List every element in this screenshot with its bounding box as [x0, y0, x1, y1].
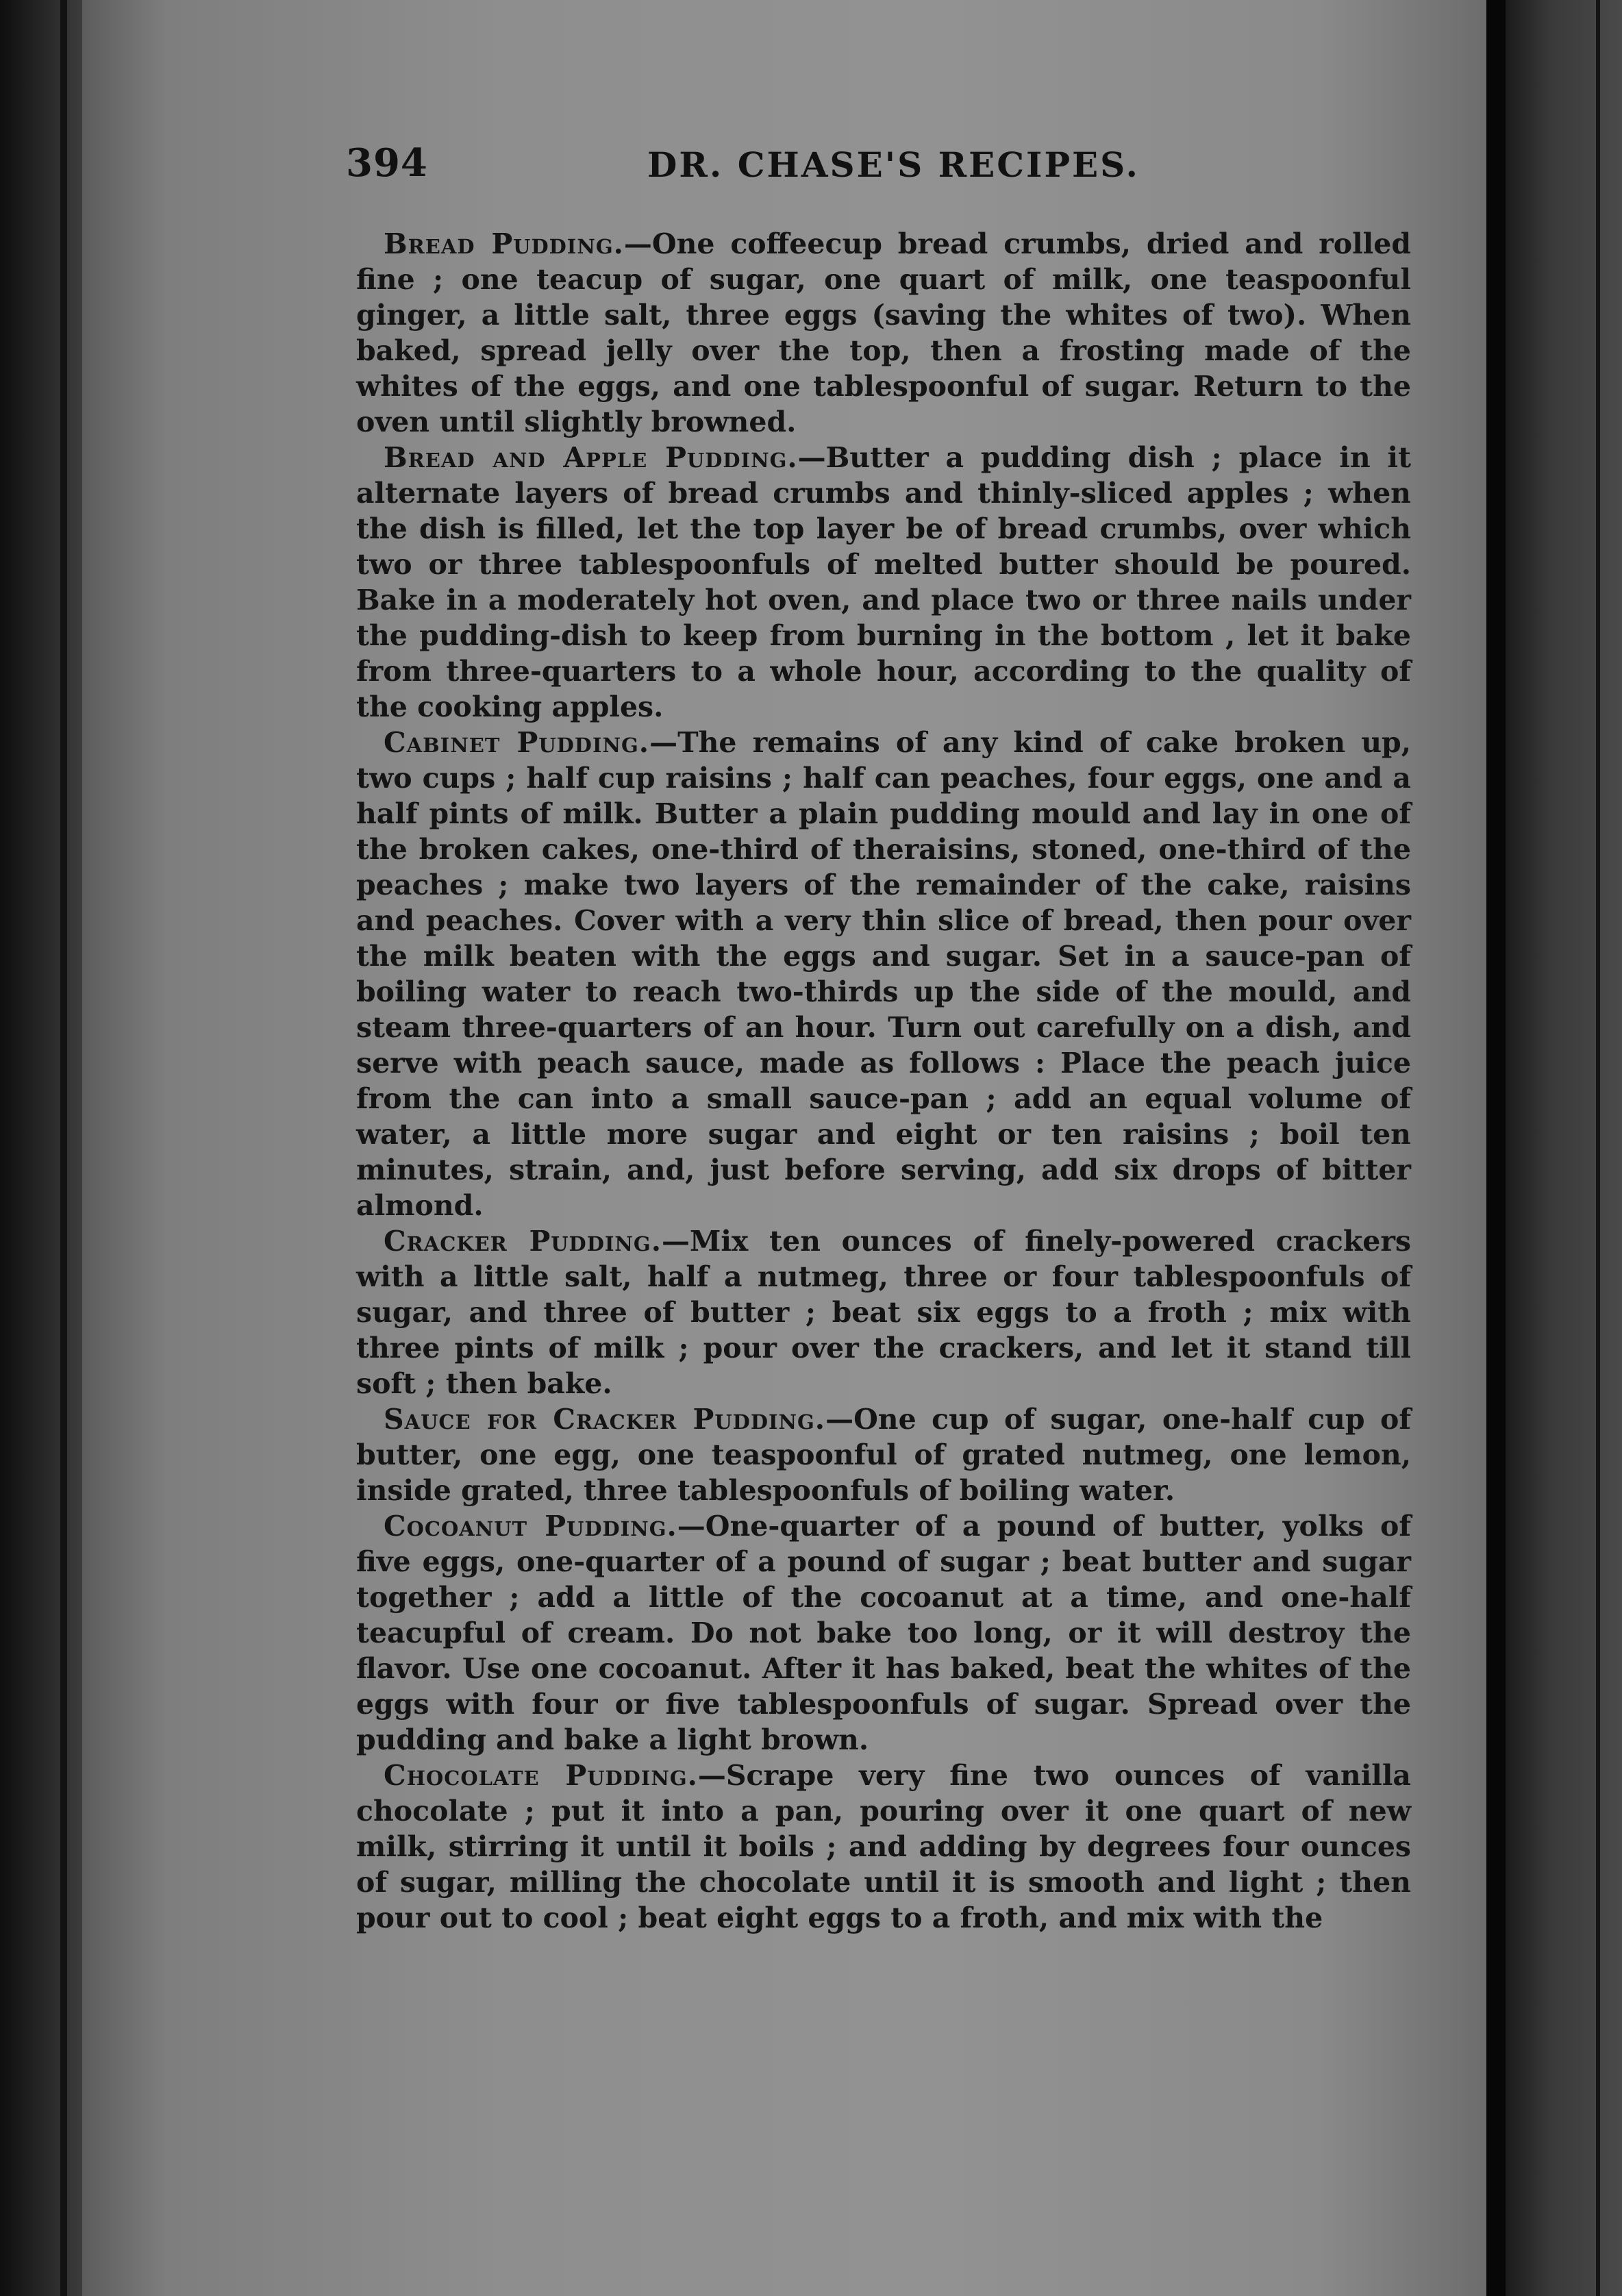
recipe-title: Bread Pudding.: [384, 227, 624, 260]
recipe-body: —Mix ten ounces of finely-powered crackers with a little salt, half a nutmeg, three or four tablespoonfuls of sugar, and three of butter ; beat six eggs to a froth ; mix with three pints of milk ; pour over the crackers, and let it stand till soft ; then bake.: [356, 1225, 1411, 1400]
recipe-title: Chocolate Pudding.: [384, 1759, 698, 1792]
recipe-bread-and-apple-pudding: [356, 440, 1411, 725]
recipe-title: Cabinet Pudding.: [384, 726, 650, 759]
recipe-title: Sauce for Cracker Pudding.: [384, 1403, 826, 1436]
running-head: DR. CHASE'S RECIPES.: [647, 145, 1140, 185]
film-right-margin: [1506, 0, 1622, 2296]
recipe-title: Cracker Pudding.: [384, 1225, 662, 1258]
film-left-border-line: [60, 0, 67, 2296]
recipe-title: Cocoanut Pudding.: [384, 1510, 677, 1543]
recipe-body: —Scrape very fine two ounces of vanilla chocolate ; put it into a pan, pouring over it one quart of new milk, stirring it until it boils ; and adding by degrees four ounces of sugar, milling the chocolate until it is smooth and light ; then pour out to cool ; beat eight eggs to a froth, and mix with the: [356, 1759, 1412, 1934]
recipe-cabinet-pudding: [356, 725, 1411, 1223]
recipe-body: —The remains of any kind of cake broken up, two cups ; half cup raisins ; half can peaches, four eggs, one and a half pints of milk. Butter a plain pudding mould and lay in one of the broken cakes, one-third of theraisins, stoned, one-third of the peaches ; make two layers of the remainder of the cake, raisins and peaches. Cover with a very thin slice of bread, then pour over the milk beaten with the eggs and sugar. Set in a sauce-pan of boiling water to reach two-thirds up the side of the mould, and steam three-quarters of an hour. Turn out carefully on a dish, and serve with peach sauce, made as follows : Place the peach juice from the can into a small sauce-pan ; add an equal volume of water, a little more sugar and eight or ten raisins ; boil ten minutes, strain, and, just before serving, add six drops of bitter almond.: [356, 726, 1411, 1222]
recipe-body: —One coffeecup bread crumbs, dried and rolled fine ; one teacup of sugar, one quart of milk, one teaspoonful ginger, a little salt, three eggs (saving the whites of two). When baked, spread jelly over the top, then a frosting made of the whites of the eggs, and one tablespoonful of sugar. Return to the oven until slightly browned.: [356, 227, 1411, 438]
recipe-text-block: [356, 226, 1411, 1936]
page-header: [346, 140, 1421, 202]
recipe-body: —One-quarter of a pound of butter, yolks of five eggs, one-quarter of a pound of sugar ; beat butter and sugar together ; add a little of the cocoanut at a time, and one-half teacupful of cream. Do not bake too long, or it will destroy the flavor. Use one cocoanut. After it has baked, beat the whites of the eggs with four or five tablespoonfuls of sugar. Spread over the pudding and bake a light brown.: [356, 1510, 1411, 1756]
recipe-sauce-for-cracker-pudding: [356, 1401, 1411, 1508]
recipe-body: —Butter a pudding dish ; place in it alternate layers of bread crumbs and thinly-sliced apples ; when the dish is filled, let the top layer be of bread crumbs, over which two or three tablespoonfuls of melted butter should be poured. Bake in a moderately hot oven, and place two or three nails under the pudding-dish to keep from burning in the bottom , let it bake from three-quarters to a whole hour, according to the quality of the cooking apples.: [356, 441, 1412, 723]
recipe-cracker-pudding: [356, 1223, 1411, 1401]
film-right-border-line: [1596, 0, 1600, 2296]
book-spine-edge: [1486, 0, 1506, 2296]
recipe-title: Bread and Apple Pudding.: [384, 441, 798, 474]
film-left-margin: [0, 0, 82, 2296]
page-number: 394: [346, 140, 428, 186]
recipe-body: —One cup of sugar, one-half cup of butter, one egg, one teaspoonful of grated nutmeg, one lemon, inside grated, three tablespoonfuls of boiling water.: [356, 1403, 1411, 1507]
recipe-bread-pudding: [356, 226, 1411, 440]
recipe-cocoanut-pudding: [356, 1508, 1411, 1758]
recipe-chocolate-pudding: [356, 1758, 1411, 1936]
